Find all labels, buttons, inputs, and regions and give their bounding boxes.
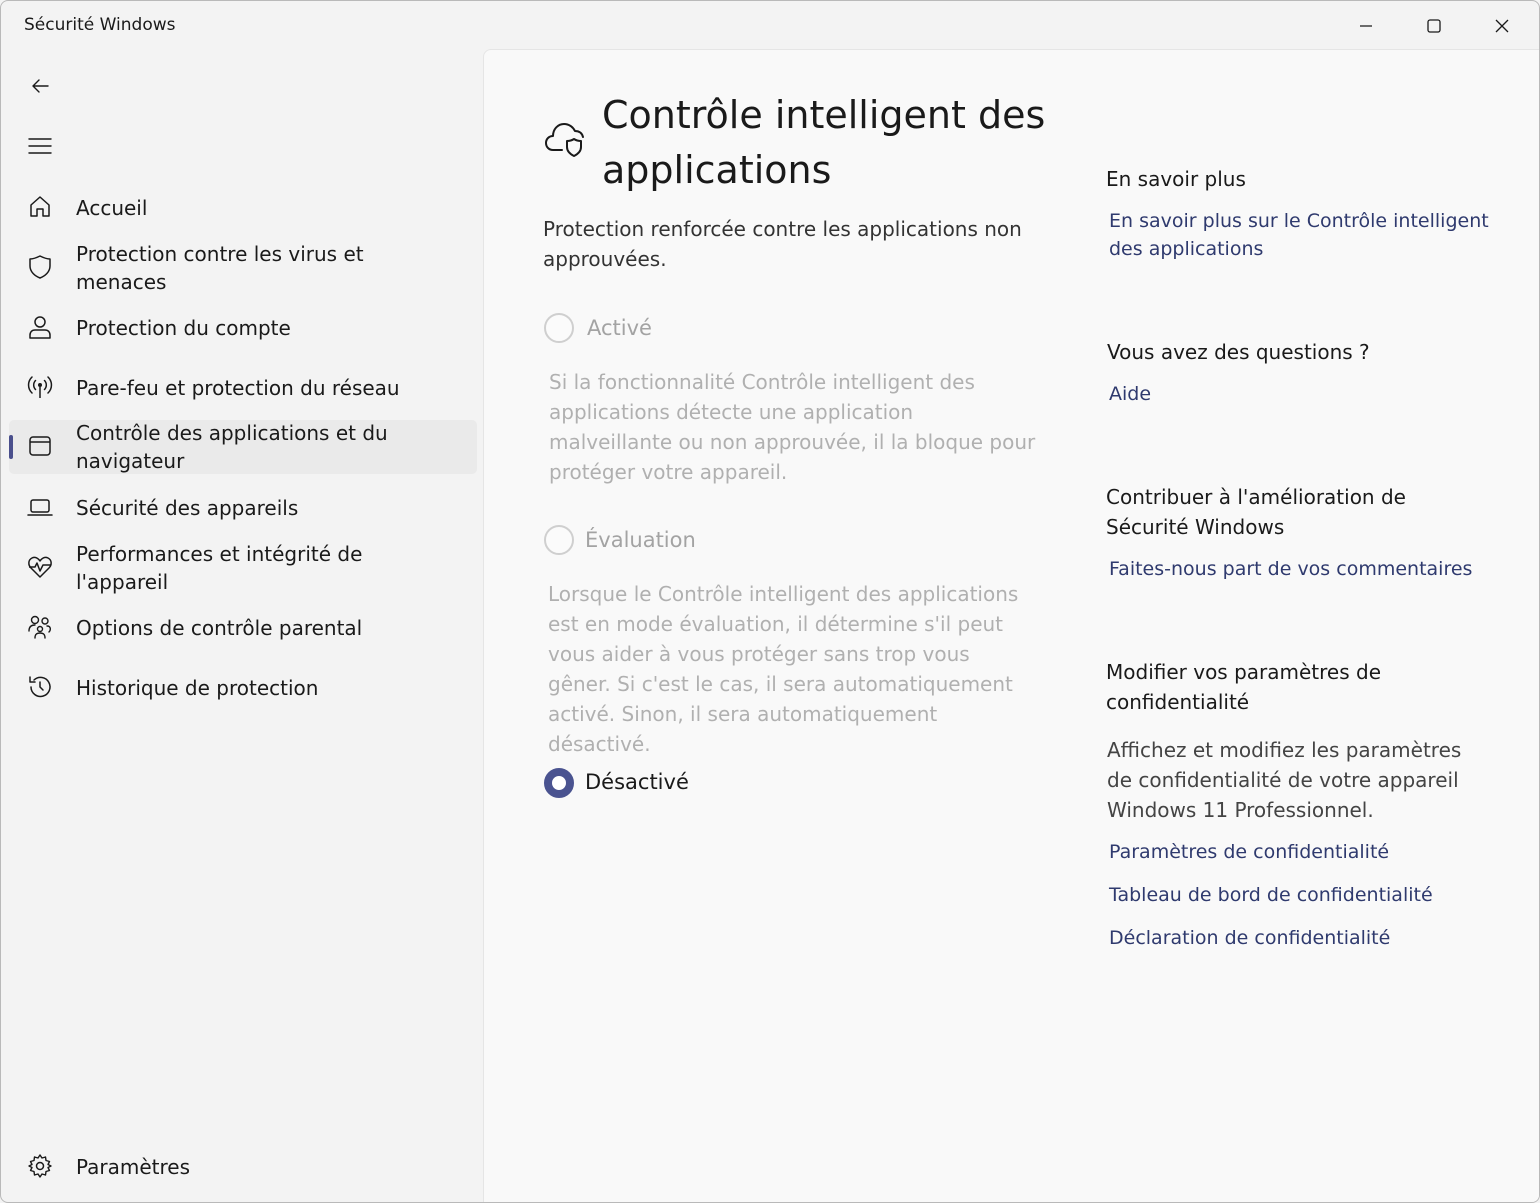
- sidebar-item-settings[interactable]: [9, 1140, 477, 1194]
- privacy-text: Affichez et modifiez les paramètres de confidentialité de votre appareil Windows 11 Professionnel.: [1107, 738, 1462, 822]
- minimize-icon: [1358, 18, 1374, 34]
- menu-button[interactable]: [21, 127, 59, 165]
- option-description-evaluation: Lorsque le Contrôle intelligent des applications est en mode évaluation, il détermine s'il peut vous aider à vous protéger sans trop vous gêner. Si c'est le cas, il sera automatiquement activé. Sinon, il sera automatiquement désactivé.: [548, 582, 1019, 756]
- back-arrow-icon: [30, 76, 50, 96]
- option-label-active[interactable]: Activé: [587, 316, 652, 340]
- questions-heading: Vous avez des questions ?: [1107, 340, 1370, 364]
- app-title: Sécurité Windows: [24, 15, 176, 35]
- page-description: Protection renforcée contre les applications non approuvées.: [543, 217, 1022, 271]
- hamburger-icon: [28, 136, 52, 156]
- cloud-shield-icon: [544, 114, 590, 160]
- title-bar: [1, 1, 1539, 51]
- app-window-icon: [27, 433, 53, 459]
- option-label-disabled[interactable]: Désactivé: [585, 770, 689, 794]
- sidebar-item-device-performance[interactable]: [9, 541, 477, 595]
- minimize-button[interactable]: [1332, 1, 1400, 51]
- maximize-button[interactable]: [1400, 1, 1468, 51]
- person-icon: [27, 314, 53, 340]
- close-icon: [1494, 18, 1510, 34]
- sidebar-item-firewall[interactable]: [9, 361, 477, 415]
- sidebar-item-protection-history[interactable]: [9, 661, 477, 715]
- sidebar-item-label: Sécurité des appareils: [76, 496, 299, 520]
- maximize-icon: [1426, 18, 1442, 34]
- gear-icon: [27, 1153, 53, 1179]
- content-panel: [483, 49, 1540, 1203]
- sidebar-item-label: Paramètres: [76, 1155, 191, 1179]
- help-link[interactable]: Aide: [1109, 383, 1152, 405]
- back-button[interactable]: [21, 67, 59, 105]
- sidebar-item-label: Protection contre les virus et menaces: [76, 242, 364, 294]
- sidebar-item-label: Options de contrôle parental: [76, 616, 363, 640]
- selection-indicator: [9, 435, 13, 459]
- sidebar-item-device-security[interactable]: [9, 481, 477, 535]
- option-description-active: Si la fonctionnalité Contrôle intelligent des applications détecte une application malveillante ou non approuvée, il la bloque pour protéger votre appareil.: [549, 370, 1036, 484]
- history-icon: [27, 674, 53, 700]
- close-button[interactable]: [1468, 1, 1536, 51]
- option-label-evaluation[interactable]: Évaluation: [585, 528, 696, 552]
- sidebar-item-accueil[interactable]: [9, 181, 477, 235]
- wireless-icon: [27, 374, 53, 400]
- learn-more-heading: En savoir plus: [1106, 167, 1246, 191]
- page-title: Contrôle intelligent des applications: [602, 93, 1046, 192]
- contribute-heading: Contribuer à l'amélioration de Sécurité Windows: [1106, 485, 1406, 539]
- family-icon: [27, 614, 53, 640]
- privacy-dashboard-link[interactable]: Tableau de bord de confidentialité: [1109, 884, 1433, 906]
- privacy-statement-link[interactable]: Déclaration de confidentialité: [1109, 927, 1391, 949]
- sidebar-item-app-browser-control[interactable]: [9, 420, 477, 474]
- laptop-icon: [27, 494, 53, 520]
- shield-icon: [27, 254, 53, 280]
- feedback-link[interactable]: Faites-nous part de vos commentaires: [1109, 558, 1473, 580]
- home-icon: [27, 194, 53, 220]
- radio-active[interactable]: [544, 313, 574, 343]
- privacy-settings-link[interactable]: Paramètres de confidentialité: [1109, 841, 1390, 863]
- sidebar-item-label: Accueil: [76, 196, 148, 220]
- sidebar-item-label: Historique de protection: [76, 676, 319, 700]
- sidebar-item-account-protection[interactable]: [9, 301, 477, 355]
- sidebar-item-label: Contrôle des applications et du navigateur: [76, 421, 388, 473]
- privacy-heading: Modifier vos paramètres de confidentialité: [1106, 660, 1381, 714]
- radio-evaluation[interactable]: [544, 525, 574, 555]
- sidebar-item-label: Pare-feu et protection du réseau: [76, 376, 400, 400]
- sidebar-item-label: Performances et intégrité de l'appareil: [76, 542, 363, 594]
- sidebar-item-family-options[interactable]: [9, 601, 477, 655]
- radio-disabled[interactable]: [544, 768, 574, 798]
- sidebar-item-virus-protection[interactable]: [9, 241, 477, 295]
- learn-more-link[interactable]: En savoir plus sur le Contrôle intelligent des applications: [1109, 210, 1489, 260]
- heart-pulse-icon: [27, 554, 53, 580]
- sidebar-item-label: Protection du compte: [76, 316, 291, 340]
